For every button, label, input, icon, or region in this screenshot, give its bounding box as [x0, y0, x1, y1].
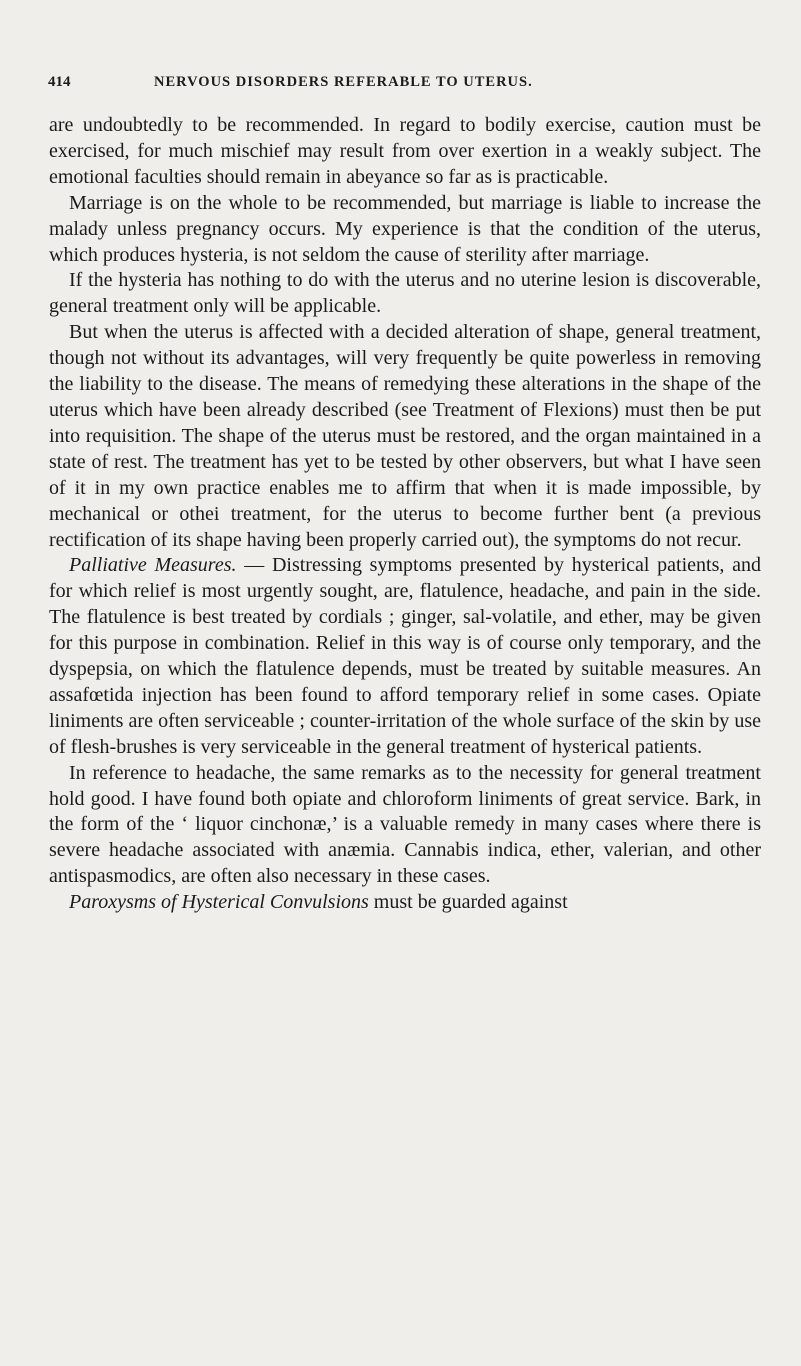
paroxysms-text: must be guarded against — [368, 891, 568, 914]
paroxysms-heading: Paroxysms of Hysterical Convulsions — [69, 891, 369, 914]
body-text — [49, 113, 761, 916]
page-header — [48, 74, 761, 96]
paragraph-uterus-shape: But when the uterus is affected with a decided alteration of shape, general treatment, though not without its advantages, will very frequently be quite powerless in removing the liability to the disease. The means of remedying these alterations in the shape of the uterus which have been already described (see Treatment of Flexions) must then be put into requisition. The shape of the uterus must be restored, and the organ maintained in a state of rest. The treatment has yet to be tested by other observers, but what I have seen of it in my own practice enables me to affirm that when it is made impossible, by mechanical or othei treatment, for the uterus to become further bent (a previous rectification of its shape having been properly carried out), the symptoms do not recur. — [49, 321, 761, 551]
palliative-heading: Palliative Measures. — [69, 554, 237, 577]
paragraph-continuation: are undoubtedly to be recommended. In regard to bodily exercise, caution must be exercised, for much mischief may result from over exertion in a weakly subject. The emotional faculties should remain in abeyance so far as is practicable. — [49, 114, 761, 188]
paragraph-general-treatment: If the hysteria has nothing to do with the uterus and no uterine lesion is discoverable, general treatment only will be applicable. — [49, 269, 761, 318]
page-number: 414 — [48, 74, 71, 90]
palliative-text: — Distressing symptoms presented by hysterical patients, and for which relief is most urgently sought, are, flatulence, headache, and pain in the side. The flatulence is best treated by cordials ; ginger, sal-volatile, and ether, may be given for this purpose in combination. Relief in this way is of course only temporary, and the dyspepsia, on which the flatulence depends, must be treated by suitable measures. An assafœtida injection has been found to afford temporary relief in some cases. Opiate liniments are often serviceable ; counter-irritation of the whole surface of the skin by use of flesh-brushes is very serviceable in the general treatment of hysterical patients. — [49, 554, 761, 758]
paragraph-headache: In reference to headache, the same remarks as to the necessity for general treatment hold good. I have found both opiate and chloroform liniments of great service. Bark, in the form of the ‘ liquor cinchonæ,’ is a valuable remedy in many cases where there is severe headache associated with anæmia. Cannabis indica, ether, valerian, and other antispasmodics, are often also necessary in these cases. — [49, 761, 761, 888]
running-head: NERVOUS DISORDERS REFERABLE TO UTERUS. — [154, 74, 533, 90]
paragraph-paroxysms — [49, 890, 761, 916]
paragraph-marriage: Marriage is on the whole to be recommended, but marriage is liable to increase the malady unless pregnancy occurs. My experience is that the condition of the uterus, which produces hysteria, is not seldom the cause of sterility after marriage. — [49, 191, 761, 266]
paragraph-palliative-measures — [49, 553, 761, 760]
